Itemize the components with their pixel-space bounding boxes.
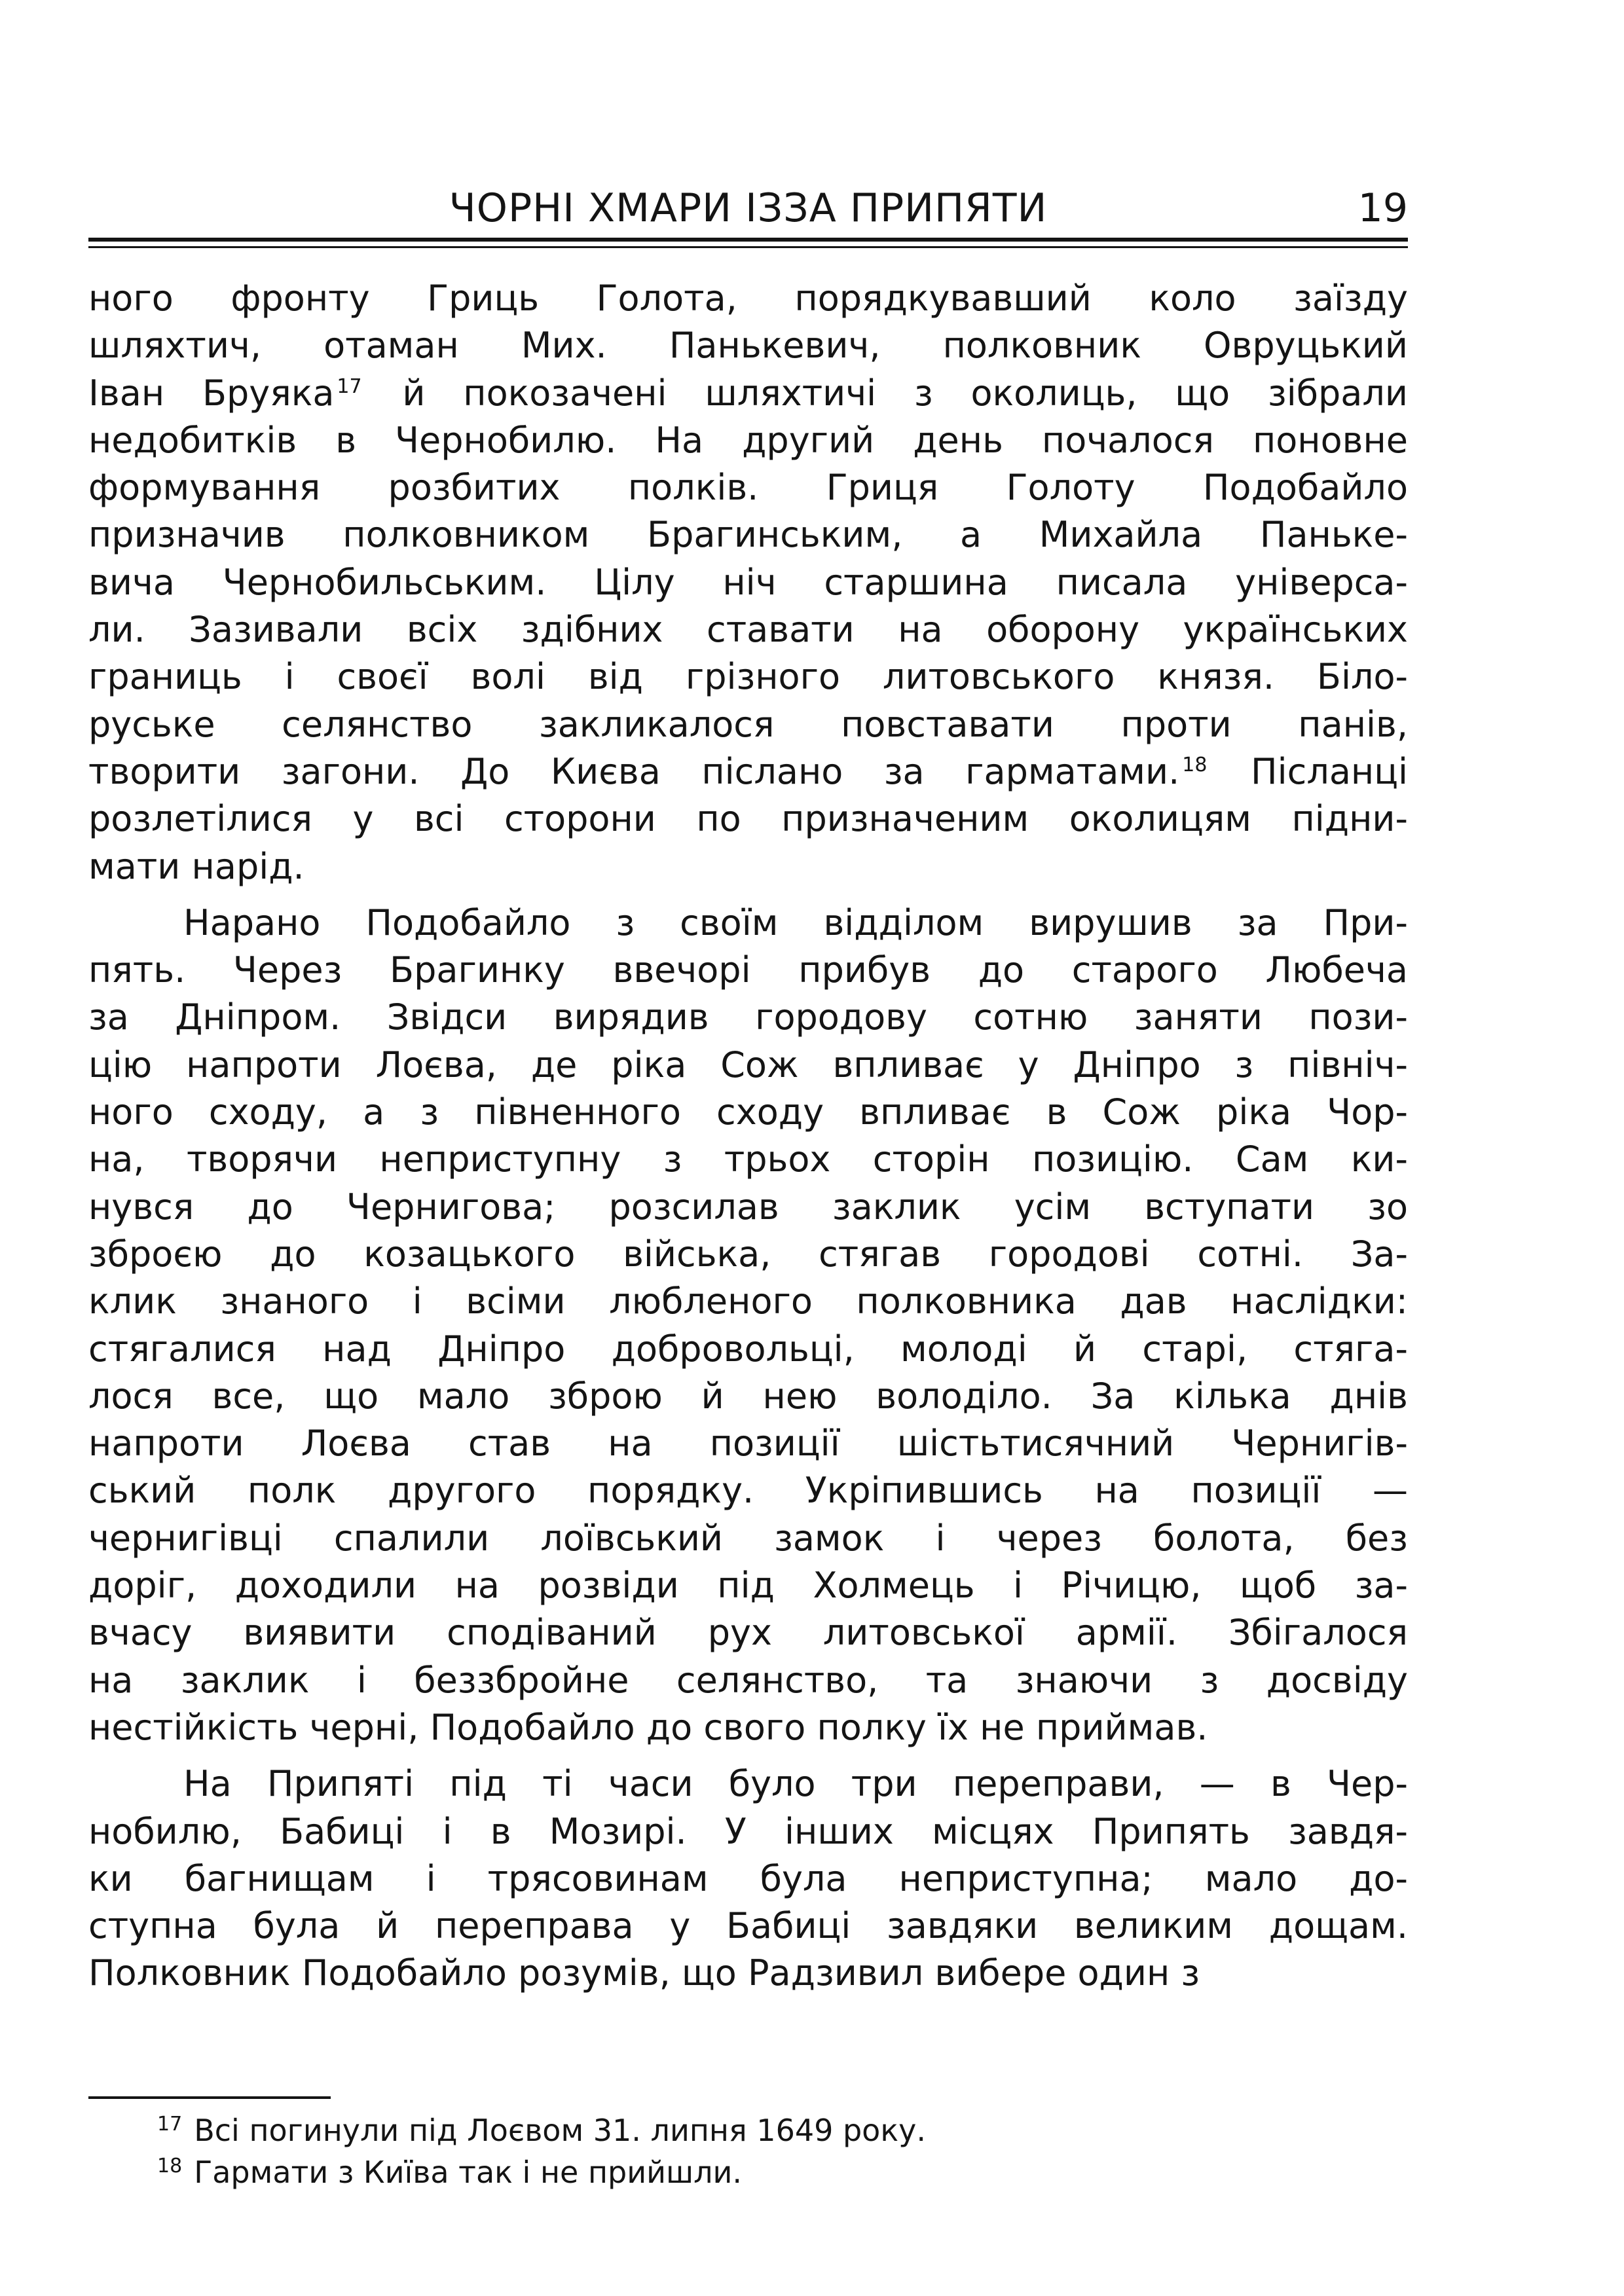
paragraph — [88, 1760, 1408, 1997]
text-line: границь і своєї волі від грізного литовського князя. Біло- — [88, 656, 1408, 698]
text-line — [88, 748, 1408, 795]
text-segment: Післанці — [1209, 750, 1408, 792]
header-rule-thin — [88, 246, 1408, 248]
footnote-reference: 17 — [337, 374, 362, 398]
text-line: шляхтич, отаман Мих. Панькевич, полковник Овруцький — [88, 325, 1408, 367]
footnote-mark: 18 — [157, 2154, 183, 2178]
footnote — [157, 2109, 1401, 2151]
text-line: ного фронту Гриць Голота, порядкувавший коло заїзду — [88, 278, 1408, 319]
text-segment: Іван Бруяка — [88, 372, 335, 414]
text-line: клик знаного і всіми любленого полковника дав наслідки: — [88, 1281, 1408, 1322]
text-line: ступна була й переправа у Бабиці завдяки великим дощам. — [88, 1905, 1408, 1947]
text-line: вчасу виявити сподіваний рух литовської армії. Збігалося — [88, 1612, 1408, 1654]
text-line: стягалися над Дніпро добровольці, молоді й старі, стяга- — [88, 1328, 1408, 1370]
text-line: нестійкість черні, Подобайло до свого полку їх не приймав. — [88, 1706, 1208, 1748]
footnote-text: Гармати з Київа так і не прийшли. — [194, 2155, 743, 2190]
paragraph — [88, 275, 1408, 890]
footnote-rule — [88, 2096, 331, 2099]
footnote-mark: 17 — [157, 2112, 183, 2136]
text-line: ли. Зазивали всіх здібних ставати на оборону українських — [88, 609, 1408, 651]
text-line: Полковник Подобайло розумів, що Радзивил вибере один з — [88, 1952, 1200, 1994]
footnotes — [157, 2109, 1401, 2193]
running-header — [88, 182, 1408, 234]
text-segment: творити загони. До Києва післано за гарматами. — [88, 750, 1180, 792]
text-line: На Припяті під ті часи було три переправи, — в Чер- — [183, 1763, 1408, 1805]
text-line: розлетілися у всі сторони по призначеним околицям підни- — [88, 798, 1408, 840]
text-line: за Дніпром. Звідси вирядив городову сотню заняти пози- — [88, 996, 1408, 1038]
text-line: мати нарід. — [88, 845, 304, 887]
text-line: пять. Через Брагинку ввечорі прибув до старого Любеча — [88, 949, 1408, 991]
paragraph-gap — [88, 890, 1408, 900]
text-line: недобитків в Чернобилю. На другий день почалося поновне — [88, 419, 1408, 461]
text-line: зброєю до козацького війська, стягав городові сотні. За- — [88, 1233, 1408, 1275]
text-line: нобилю, Бабиці і в Мозирі. У інших місцях Припять завдя- — [88, 1810, 1408, 1852]
header-rule-thick — [88, 238, 1408, 242]
text-line: нувся до Чернигова; розсилав заклик усім вступати зо — [88, 1186, 1408, 1228]
text-line: формування розбитих полків. Гриця Голоту Подобайло — [88, 467, 1408, 509]
paragraph — [88, 900, 1408, 1751]
text-line: ки багнищам і трясовинам була неприступна; мало до- — [88, 1857, 1408, 1899]
body-text — [88, 275, 1408, 1997]
text-line: напроти Лоєва став на позиції шістьтисячний Чернигів- — [88, 1423, 1408, 1465]
text-line — [88, 370, 1408, 417]
text-line: ного сходу, а з півненного сходу впливає в Сож ріка Чор- — [88, 1091, 1408, 1133]
footnote-text: Всі погинули під Лоєвом 31. липня 1649 року. — [194, 2113, 926, 2148]
paragraph-gap — [88, 1751, 1408, 1760]
page-number: 19 — [1357, 185, 1408, 231]
text-line: Нарано Подобайло з своїм відділом вирушив за При- — [183, 902, 1408, 943]
text-line: чернигівці спалили лоївський замок і через болота, без — [88, 1517, 1408, 1559]
text-line: вича Чернобильським. Цілу ніч старшина писала універса- — [88, 561, 1408, 603]
text-line: доріг, доходили на розвіди під Холмець і Річицю, щоб за- — [88, 1565, 1408, 1607]
text-line: на, творячи неприступну з трьох сторін позицію. Сам ки- — [88, 1139, 1408, 1180]
text-line: руське селянство закликалося повставати проти панів, — [88, 703, 1408, 745]
footnote — [157, 2151, 1401, 2193]
text-segment: й покозачені шляхтичі з околиць, що зібрали — [364, 372, 1408, 414]
running-title: ЧОРНІ ХМАРИ ІЗЗА ПРИПЯТИ — [449, 185, 1048, 231]
text-line: на заклик і беззбройне селянство, та знаючи з досвіду — [88, 1659, 1408, 1701]
footnote-reference: 18 — [1182, 753, 1208, 776]
text-line: цію напроти Лоєва, де ріка Сож впливає у Дніпро з північ- — [88, 1044, 1408, 1085]
text-line: ський полк другого порядку. Укріпившись на позиції — — [88, 1470, 1408, 1512]
text-line: призначив полковником Брагинським, а Михайла Панькe- — [88, 514, 1408, 556]
text-line: лося все, що мало зброю й нею володіло. За кілька днів — [88, 1375, 1408, 1417]
